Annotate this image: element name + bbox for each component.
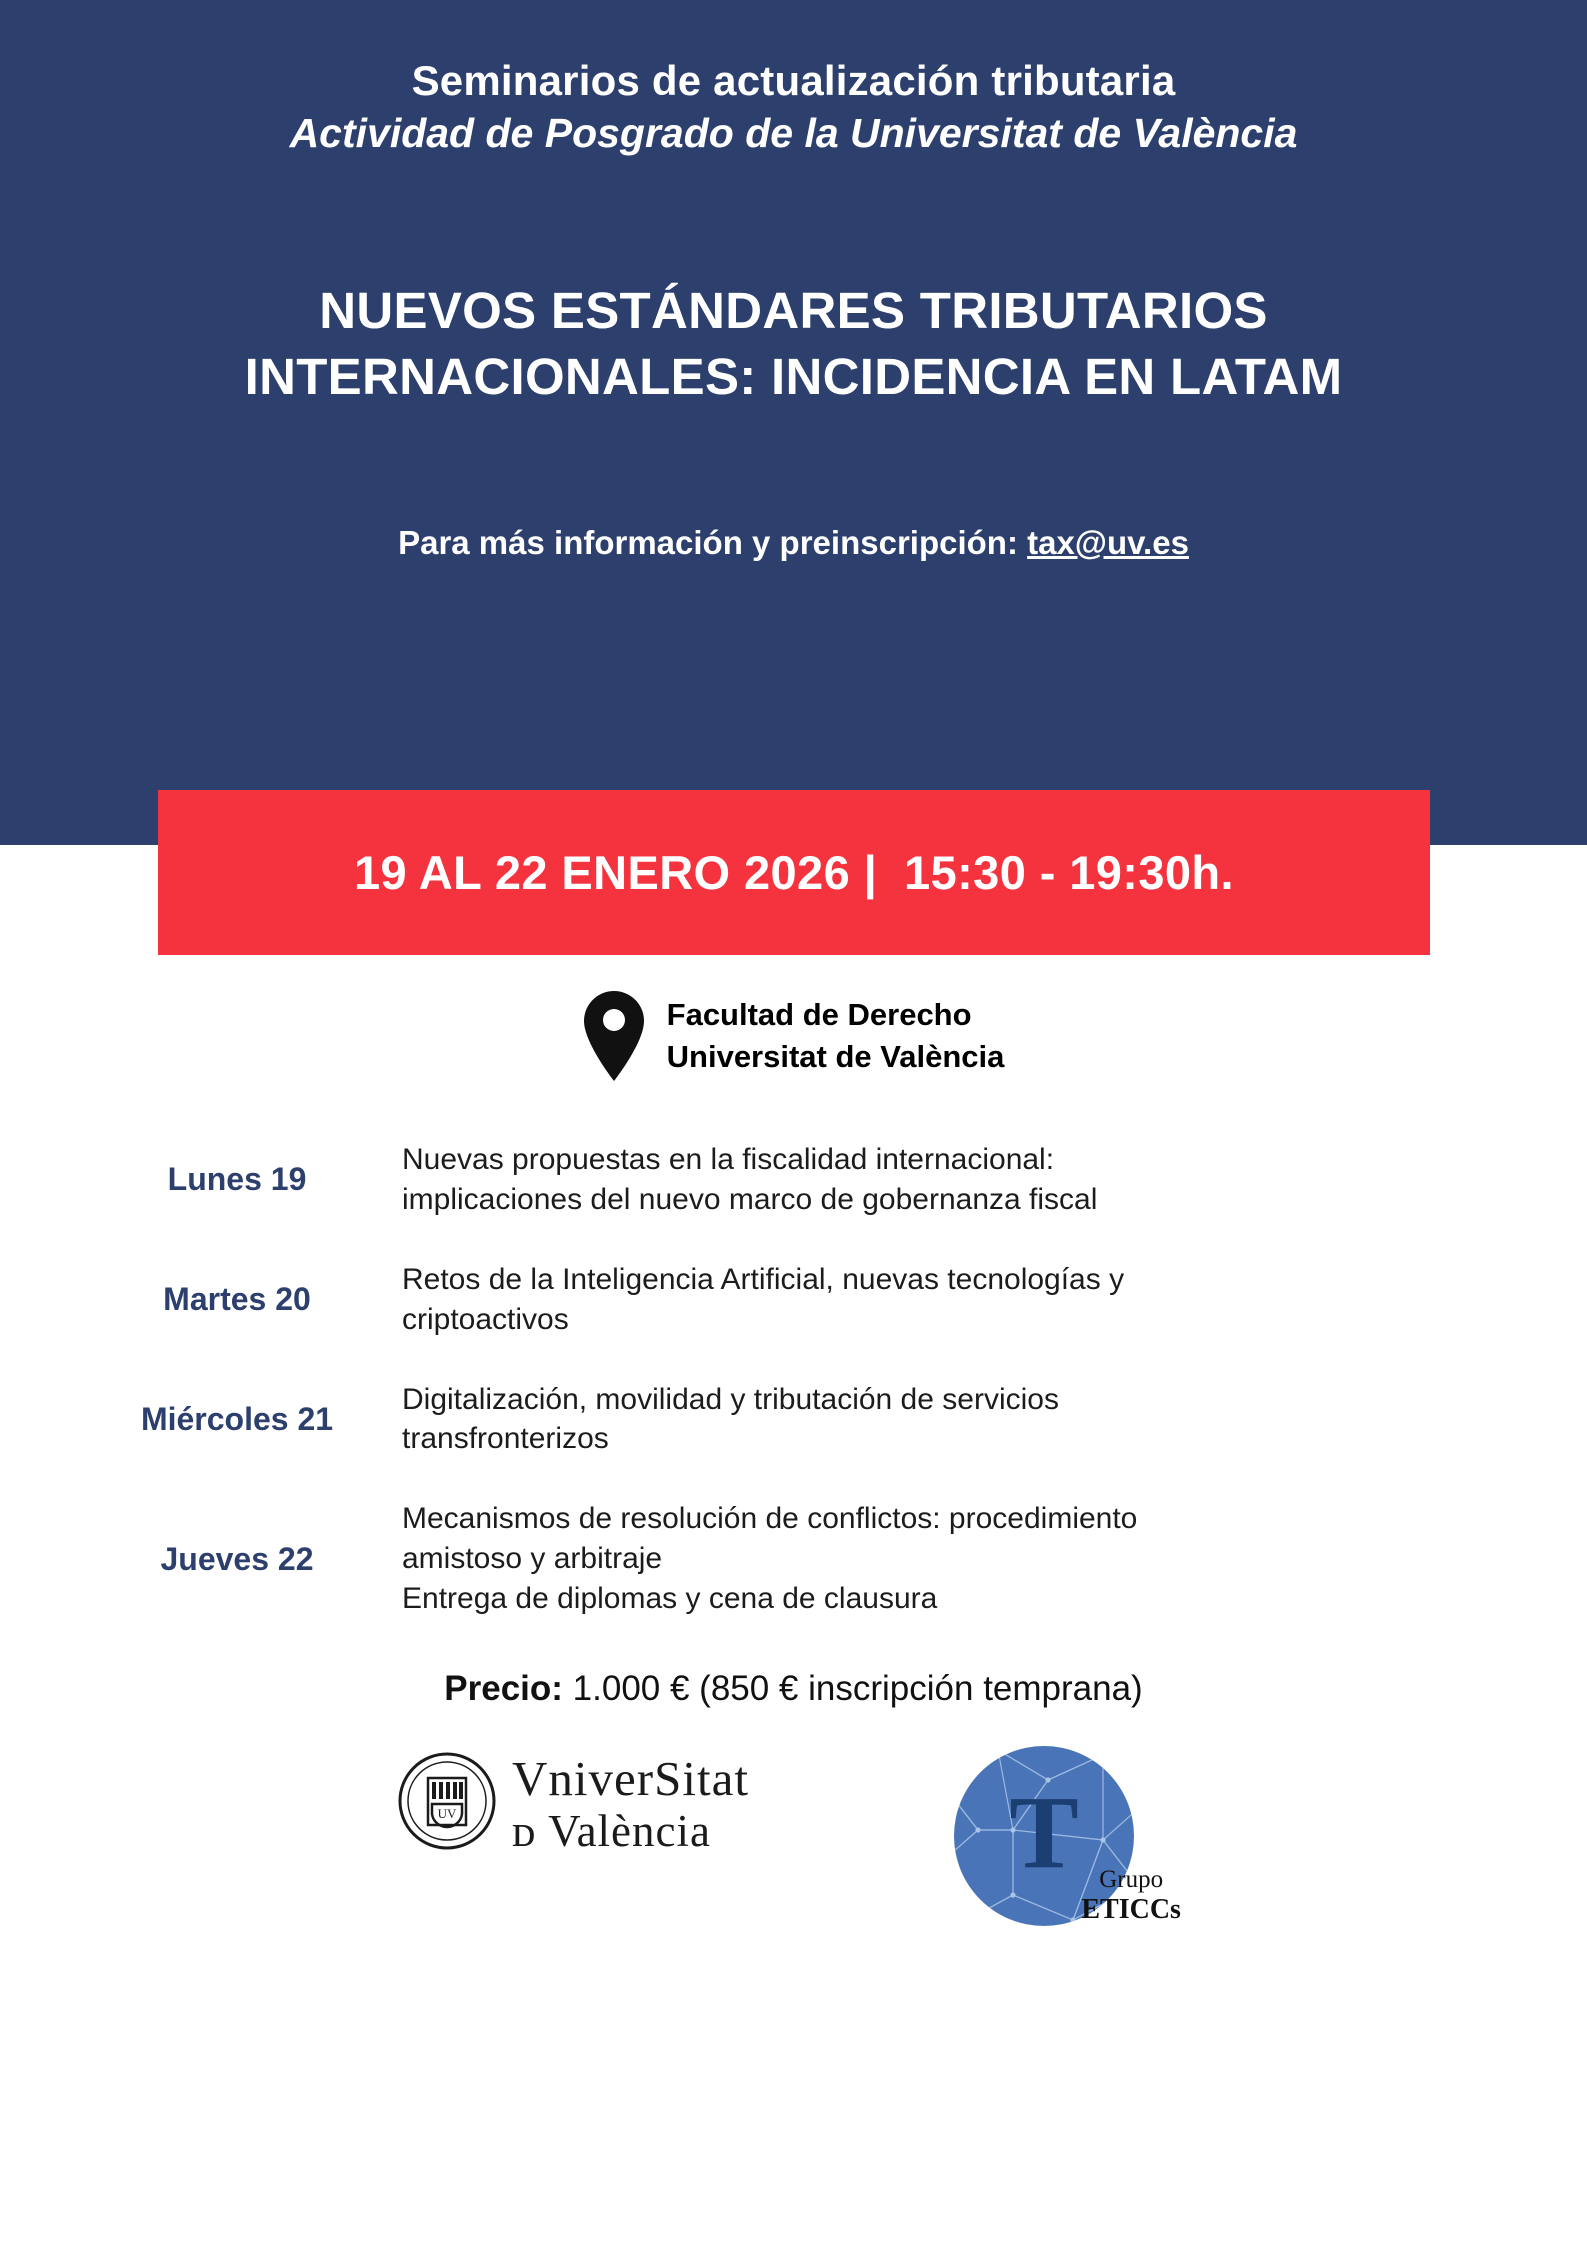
page-title-line-1: NUEVOS ESTÁNDARES TRIBUTARIOS (319, 282, 1268, 340)
page-title-line-2: INTERNACIONALES: INCIDENCIA EN LATAM (244, 347, 1343, 405)
price-value: 1.000 € (850 € inscripción temprana) (562, 1669, 1143, 1709)
table-row (72, 1140, 1515, 1220)
grupo-eticcs-logo (899, 1745, 1189, 1927)
table-row (72, 1380, 1515, 1460)
seminar-series-title: Seminarios de actualización tributaria (411, 57, 1176, 104)
uv-wordmark-line-2: ᴅ València (512, 1805, 711, 1856)
program-description (402, 1499, 1515, 1619)
poster-header (0, 0, 1587, 845)
seminar-series-subtitle: Actividad de Posgrado de la Universitat de València (289, 110, 1298, 157)
table-row (72, 1499, 1515, 1619)
svg-text:UV: UV (437, 1806, 457, 1822)
logo-row (0, 1745, 1587, 1927)
contact-label: Para más información y preinscripción: (398, 523, 1028, 561)
date-time-banner (158, 790, 1430, 955)
universitat-de-valencia-logo (398, 1745, 749, 1862)
eticcs-caption (1081, 1866, 1181, 1925)
program-description-line: criptoactivos (402, 1302, 569, 1336)
price-line (0, 1669, 1587, 1709)
program-description (402, 1380, 1515, 1460)
contact-email-link[interactable]: tax@uv.es (1027, 523, 1189, 561)
program-day: Martes 20 (163, 1281, 311, 1318)
program-description-line: Digitalización, movilidad y tributación de servicios (402, 1382, 1059, 1416)
eticcs-letter-t: T (1009, 1775, 1079, 1891)
program-description-line: Mecanismos de resolución de conflictos: procedimiento (402, 1502, 1138, 1536)
venue-text (667, 994, 1005, 1077)
eticcs-name-label: ETICCs (1081, 1893, 1181, 1925)
program-description-line: Entrega de diplomas y cena de clausura (402, 1582, 938, 1616)
table-row (72, 1260, 1515, 1340)
price-label: Precio: (444, 1669, 563, 1709)
uv-shield-icon (398, 1745, 496, 1862)
program-description-line: Nuevas propuestas en la fiscalidad internacional: (402, 1143, 1055, 1176)
program-schedule (0, 1140, 1587, 1619)
program-day: Lunes 19 (167, 1161, 307, 1198)
contact-info (60, 524, 1527, 562)
uv-wordmark-line-1: VniverSitat (512, 1750, 749, 1806)
venue-line-1: Facultad de Derecho (666, 997, 972, 1033)
eticcs-grupo-label: Grupo (1099, 1865, 1164, 1893)
program-description (402, 1140, 1515, 1220)
page-title (60, 278, 1527, 409)
program-description-line: implicaciones del nuevo marco de gobernanza fiscal (402, 1182, 1098, 1216)
program-description (402, 1260, 1515, 1340)
uv-wordmark (512, 1750, 749, 1856)
program-description-line: transfronterizos (402, 1422, 609, 1456)
location-pin-icon (583, 990, 645, 1082)
program-description-line: amistoso y arbitraje (402, 1542, 663, 1576)
program-day: Jueves 22 (160, 1540, 314, 1577)
venue-line-2: Universitat de València (666, 1039, 1005, 1074)
venue-block (0, 990, 1587, 1082)
program-description-line: Retos de la Inteligencia Artificial, nuevas tecnologías y (402, 1262, 1125, 1296)
date-time-text: 19 AL 22 ENERO 2026 | 15:30 - 19:30h. (353, 846, 1235, 899)
program-day: Miércoles 21 (140, 1400, 334, 1437)
